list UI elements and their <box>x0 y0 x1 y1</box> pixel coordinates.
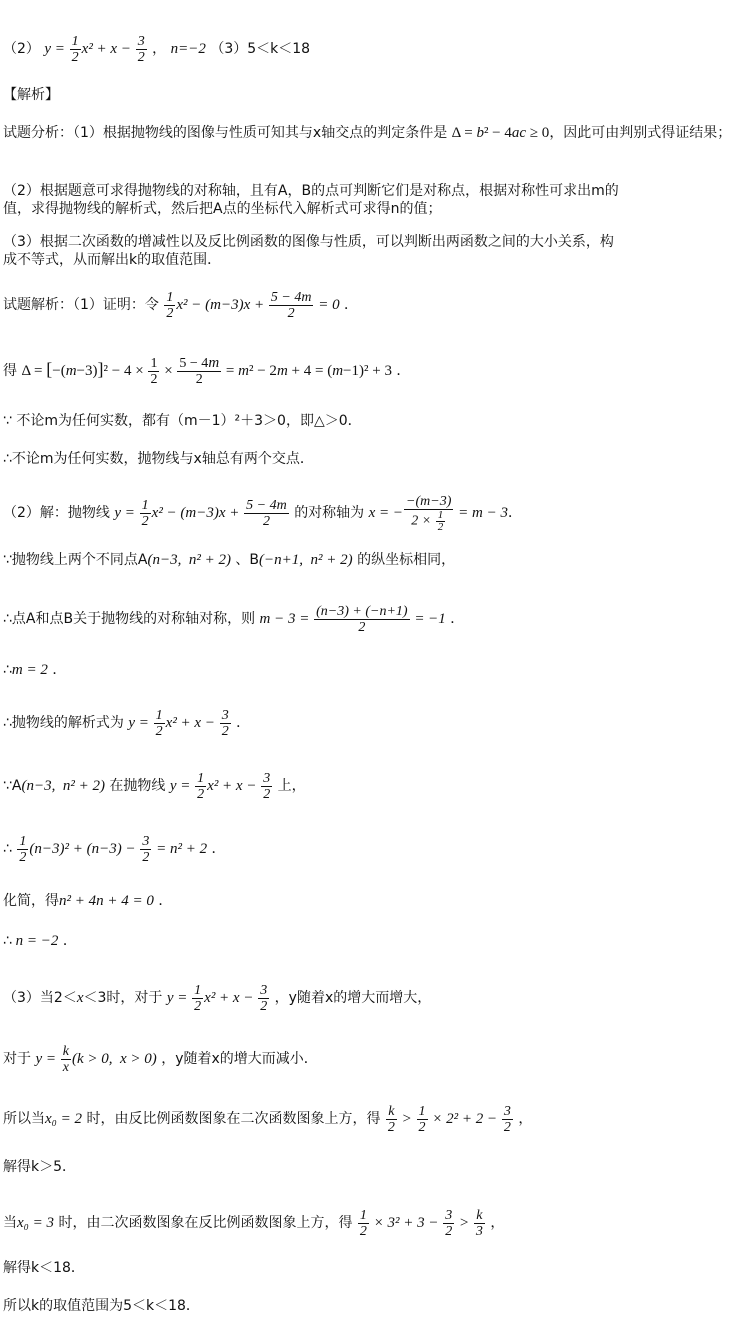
substitution-line: ∴ $\frac{1}{2}$ (n−3)² + (n−3) − $\frac{3}{2}$ = n² + 2 ． <box>3 834 226 865</box>
answer-part2-label: （2） <box>3 40 40 57</box>
point-on-parabola-line: ∵A(n−3, n² + 2) 在抛物线 y = $\frac{1}{2}$ x² + x − $\frac{3}{2}$ 上， <box>3 771 306 802</box>
section-title: 【解析】 <box>3 87 59 103</box>
result-k-lt-18: 解得k＜18． <box>3 1260 85 1276</box>
delta-computation: 得 Δ = [−(m−3)]² − 4 × $\frac{1}{2}$ × $\frac{5 - 4m}{2}$ = m² − 2m + 4 = (m−1)² + 3 ． <box>3 355 411 387</box>
answer-parabola-formula: y = $\frac{1}{2}$ x² + x − $\frac{3}{2}$ <box>44 34 145 65</box>
part3-decreasing-line: 对于 y = $\frac{k}{x}$ (k > 0, x > 0) ，y随着x的增大而减小． <box>3 1044 318 1075</box>
n-value-line: ∴ n = −2 ． <box>3 933 77 949</box>
answer-n-value: n=−2 <box>170 40 206 57</box>
parabola-formula-line: ∴抛物线的解析式为 y = $\frac{1}{2}$ x² + x − $\frac{3}{2}$ ． <box>3 708 251 739</box>
result-k-gt-5: 解得k＞5． <box>3 1159 77 1175</box>
part2-axis-line: （2）解：抛物线 y = $\frac{1}{2}$ x² − (m−3)x + $\frac{5 - 4m}{2}$ 的对称轴为 x = − −(m−3) 2 × $\frac{1}{2}$ = m − 3． <box>3 494 522 533</box>
equation-set-zero: $\frac{1}{2}$ x² − (m−3)x + $\frac{5 - 4m}{2}$ = 0 <box>166 290 340 321</box>
analysis-part3: （3）根据二次函数的增减性以及反比例函数的图像与性质，可以判断出两函数之间的大小关系，构成不等式，从而解出k的取值范围． <box>3 234 614 268</box>
part3-increasing-line: （3）当2＜x＜3时，对于 y = $\frac{1}{2}$ x² + x − $\frac{3}{2}$ ，y随着x的增大而增大， <box>3 983 432 1014</box>
x0-equals-2-line: 所以当x₀ = 2 时，由反比例函数图象在二次函数图象上方，得 $\frac{k}{2}$ > $\frac{1}{2}$ × 2² + 2 − $\frac{3}{2}$ ， <box>3 1104 533 1135</box>
discriminant-condition: Δ = b² − 4ac ≥ 0 <box>451 125 550 141</box>
answer-part3: （3）5＜k＜18 <box>210 40 311 57</box>
since-line: ∵ 不论m为任何实数，都有（m－1）²＋3＞0，即△＞0． <box>3 413 362 429</box>
points-ab-line: ∵抛物线上两个不同点A(n−3, n² + 2) 、B(−n+1, n² + 2) 的纵坐标相同， <box>3 552 456 568</box>
axis-of-symmetry: x = − −(m−3) 2 × $\frac{1}{2}$ = m − 3 <box>368 494 508 533</box>
therefore-line-1: ∴不论m为任何实数，抛物线与x轴总有两个交点． <box>3 451 314 467</box>
m-value-line: ∴m = 2 ． <box>3 662 67 678</box>
analysis-part2: （2）根据题意可求得抛物线的对称轴，且有A，B的点可判断它们是对称点，根据对称性可求出m的值，求得抛物线的解析式，然后把A点的坐标代入解析式可求得n的值； <box>3 183 619 217</box>
x0-equals-3-line: 当x₀ = 3 时，由二次函数图象在反比例函数图象上方，得 $\frac{1}{2}$ × 3² + 3 − $\frac{3}{2}$ > $\frac{k}{3}$ ， <box>3 1208 505 1239</box>
analysis-part1: 试题分析：（1）根据抛物线的图像与性质可知其与x轴交点的判定条件是 Δ = b² − 4ac ≥ 0，因此可由判别式得证结果； <box>3 125 731 141</box>
simplify-line: 化简，得n² + 4n + 4 = 0 ． <box>3 893 173 909</box>
symmetric-points-line: ∴点A和点B关于抛物线的对称轴对称，则 m − 3 = $\frac{(n-3) + (-n+1)}{2}$ = −1 ． <box>3 604 465 635</box>
final-answer: 所以k的取值范围为5＜k＜18． <box>3 1298 200 1314</box>
answer-line: （2） y = $\frac{1}{2}$ x² + x − $\frac{3}{2}$ ， n=−2 （3）5＜k＜18 <box>3 34 311 65</box>
solution-part1-statement: 试题解析：（1）证明：令 $\frac{1}{2}$ x² − (m−3)x + $\frac{5 - 4m}{2}$ = 0 ． <box>3 290 359 321</box>
